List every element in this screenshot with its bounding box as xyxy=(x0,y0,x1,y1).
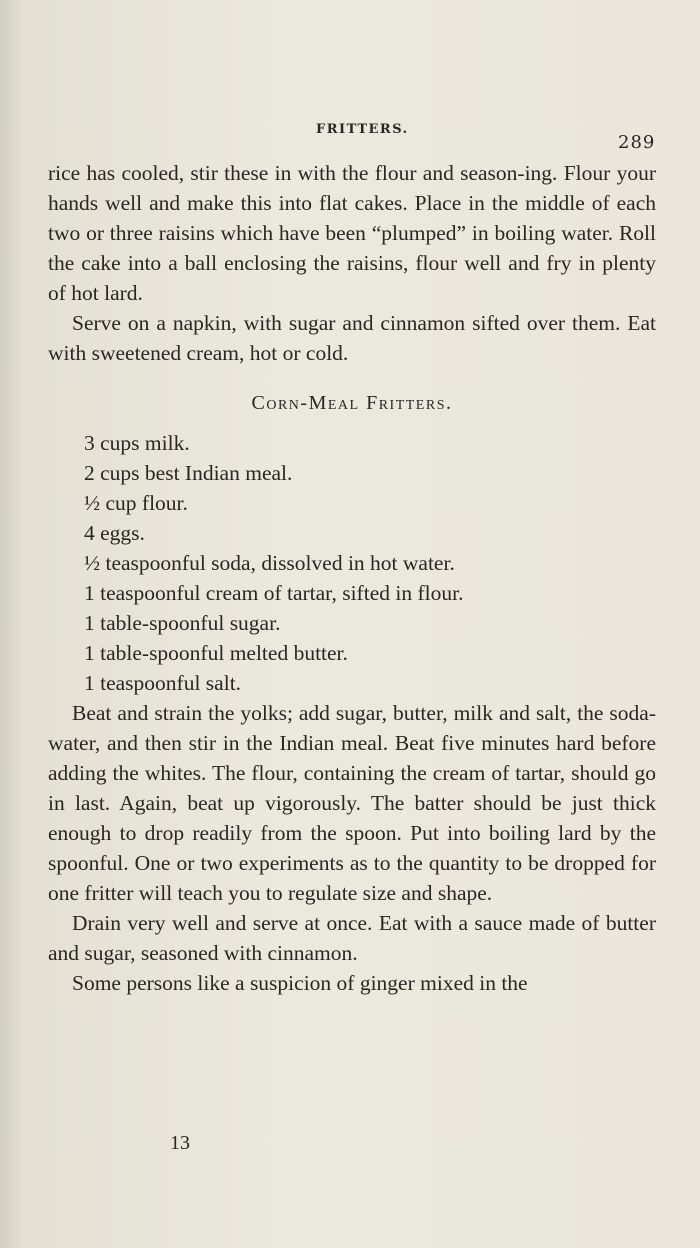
page-gutter-shadow xyxy=(0,0,24,1248)
ingredient-item: 3 cups milk. xyxy=(84,431,190,455)
page-header xyxy=(0,120,700,153)
running-title: FRITTERS. xyxy=(316,122,409,137)
page-number: 289 xyxy=(618,132,656,153)
signature-mark: 13 xyxy=(170,1132,190,1154)
ingredient-item: 1 teaspoonful cream of tartar, sifted in flour. xyxy=(84,581,464,605)
continued-paragraph: rice has cooled, stir these in with the flour and season-ing. Flour your hands well and make this into flat cakes. Place in the middle of each two or three raisins which have been “plumped” in boiling water. Roll the cake into a ball enclosing the raisins, flour well and fry in plenty of hot lard. xyxy=(48,161,656,305)
recipe-heading: Corn-Meal Fritters. xyxy=(251,392,453,414)
ingredient-item: ½ teaspoonful soda, dissolved in hot water. xyxy=(84,551,455,575)
ingredient-item: 1 table-spoonful melted butter. xyxy=(84,641,348,665)
ingredient-item: 1 teaspoonful salt. xyxy=(84,671,242,695)
recipe-method xyxy=(48,698,656,998)
ingredient-list xyxy=(48,428,656,698)
ingredient-item: 1 table-spoonful sugar. xyxy=(84,611,281,635)
method-paragraph: Drain very well and serve at once. Eat with a sauce made of butter and sugar, seasoned with cinnamon. xyxy=(48,911,656,965)
ingredient-item: ½ cup flour. xyxy=(84,491,188,515)
ingredient-item: 4 eggs. xyxy=(84,521,145,545)
method-paragraph: Beat and strain the yolks; add sugar, butter, milk and salt, the soda-water, and then stir in the Indian meal. Beat five minutes hard before adding the whites. The flour, containing the cream of tartar, should go in last. Again, beat up vigorously. The batter should be just thick enough to drop readily from the spoon. Put into boiling lard by the spoonful. One or two experiments as to the quantity to be dropped for one fritter will teach you to regulate size and shape. xyxy=(48,701,656,905)
page-body xyxy=(48,158,656,998)
serving-paragraph: Serve on a napkin, with sugar and cinnamon sifted over them. Eat with sweetened cream, hot or cold. xyxy=(48,311,656,365)
method-paragraph: Some persons like a suspicion of ginger mixed in the xyxy=(72,971,528,995)
ingredient-item: 2 cups best Indian meal. xyxy=(84,461,293,485)
